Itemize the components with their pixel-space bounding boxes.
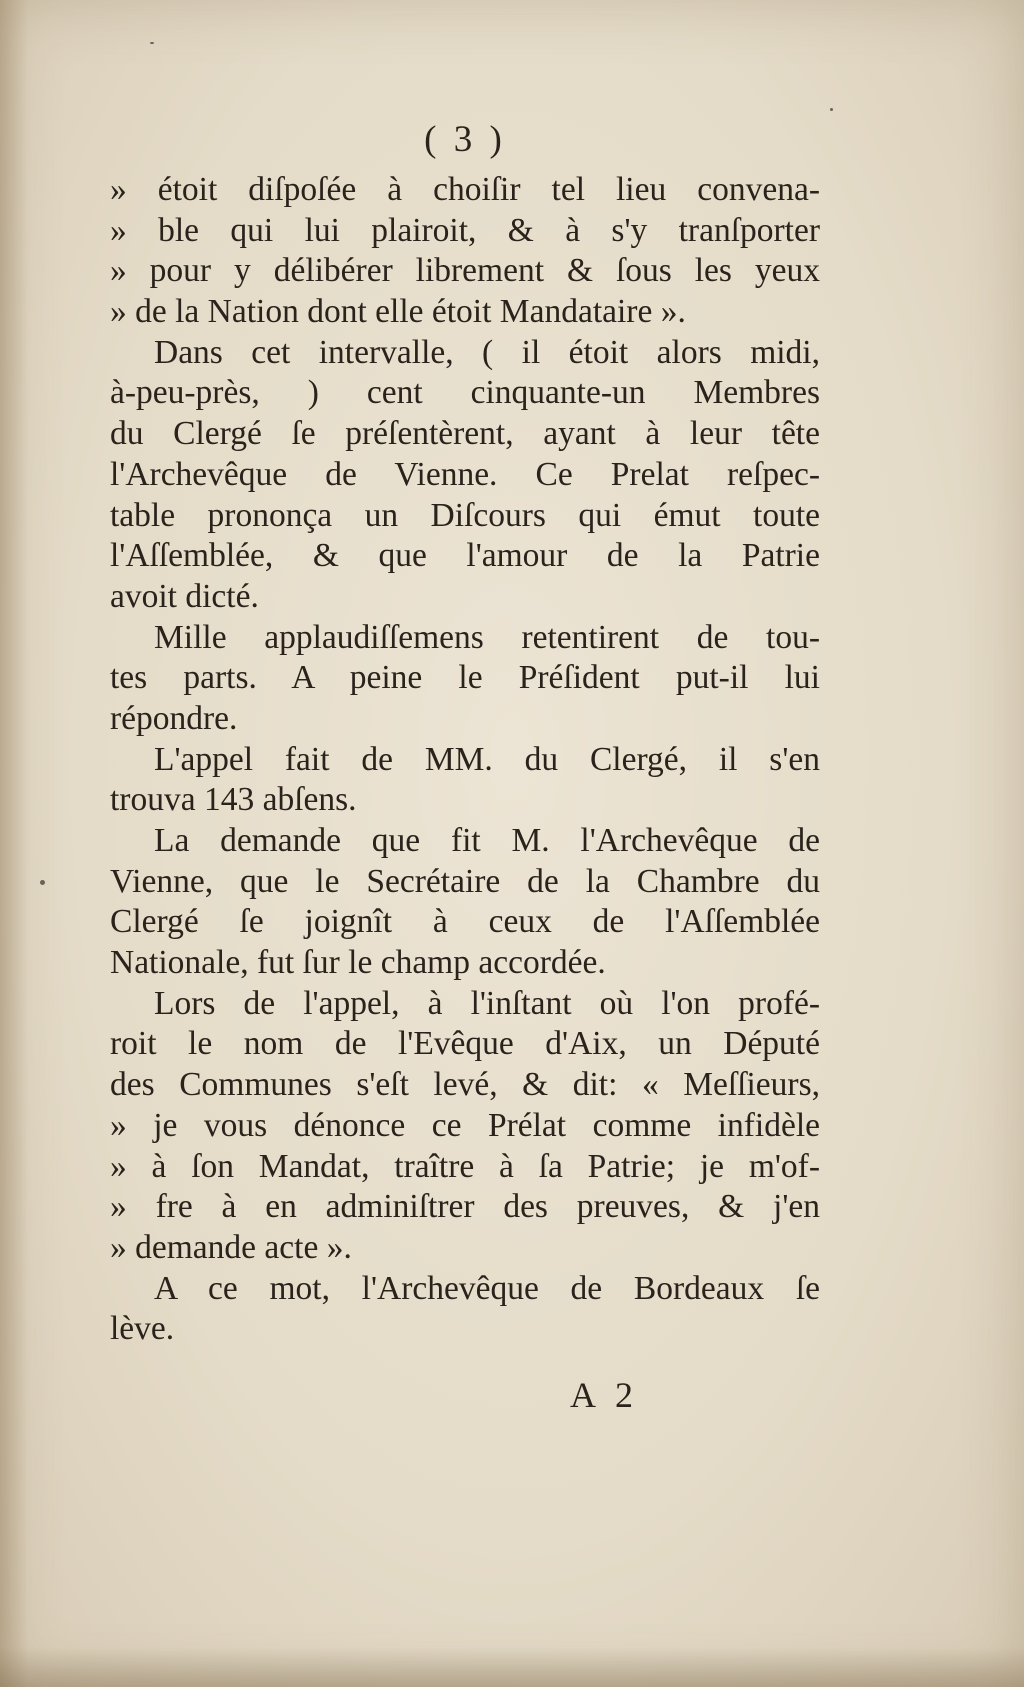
text-line: L'appel fait de MM. du Clergé, il s'en [154, 740, 820, 778]
paper-speck [830, 108, 833, 111]
body-text [110, 170, 820, 1350]
text-line: Dans cet intervalle, ( il étoit alors midi, [154, 333, 820, 371]
text-line: des Communes s'eſt levé, & dit: « Meſſieurs, [110, 1066, 820, 1104]
text-line: A ce mot, l'Archevêque de Bordeaux ſe [154, 1269, 820, 1307]
signature-mark: A 2 [570, 1375, 640, 1415]
text-line: » étoit diſpoſée à choiſir tel lieu convena- [110, 171, 820, 208]
text-line: » je vous dénonce ce Prélat comme infidèle [110, 1106, 820, 1144]
page-bottom-shadow [0, 1647, 1024, 1687]
text-line: à-peu-près, ) cent cinquante-un Membres [110, 374, 820, 412]
text-line: trouva 143 abſens. [110, 781, 357, 819]
paper-speck [40, 880, 45, 885]
page-number: ( 3 ) [424, 119, 506, 160]
text-line: » de la Nation dont elle étoit Mandataire ». [110, 293, 686, 331]
paper-speck [150, 42, 154, 44]
text-line: Clergé ſe joignît à ceux de l'Aſſemblée [110, 903, 820, 941]
text-line: » demande acte ». [110, 1228, 352, 1266]
text-line: l'Aſſemblée, & que l'amour de la Patrie [110, 537, 820, 575]
text-line: table prononça un Diſcours qui émut toute [110, 496, 820, 534]
text-line: roit le nom de l'Evêque d'Aix, un Député [110, 1025, 820, 1063]
text-line: » ble qui lui plairoit, & à s'y tranſporter [110, 211, 820, 249]
text-line: Mille applaudiſſemens retentirent de tou- [154, 618, 820, 656]
text-line: tes parts. A peine le Préſident put-il lui [110, 659, 820, 697]
text-line: Nationale, fut ſur le champ accordée. [110, 944, 606, 982]
text-line: Vienne, que le Secrétaire de la Chambre du [110, 862, 820, 900]
text-line: lève. [110, 1310, 175, 1348]
text-line: répondre. [110, 699, 238, 737]
page-edge-shadow [0, 0, 28, 1687]
text-line: du Clergé ſe préſentèrent, ayant à leur tête [110, 415, 820, 453]
text-line: La demande que fit M. l'Archevêque de [154, 822, 820, 859]
text-line: l'Archevêque de Vienne. Ce Prelat reſpec- [110, 455, 820, 493]
text-line: Lors de l'appel, à l'inſtant où l'on profé- [154, 984, 820, 1022]
text-line: avoit dicté. [110, 577, 259, 615]
text-line: » pour y délibérer librement & ſous les yeux [110, 252, 820, 290]
text-line: » à ſon Mandat, traître à ſa Patrie; je m'of- [110, 1147, 820, 1185]
text-line: » fre à en adminiſtrer des preuves, & j'en [110, 1188, 820, 1226]
